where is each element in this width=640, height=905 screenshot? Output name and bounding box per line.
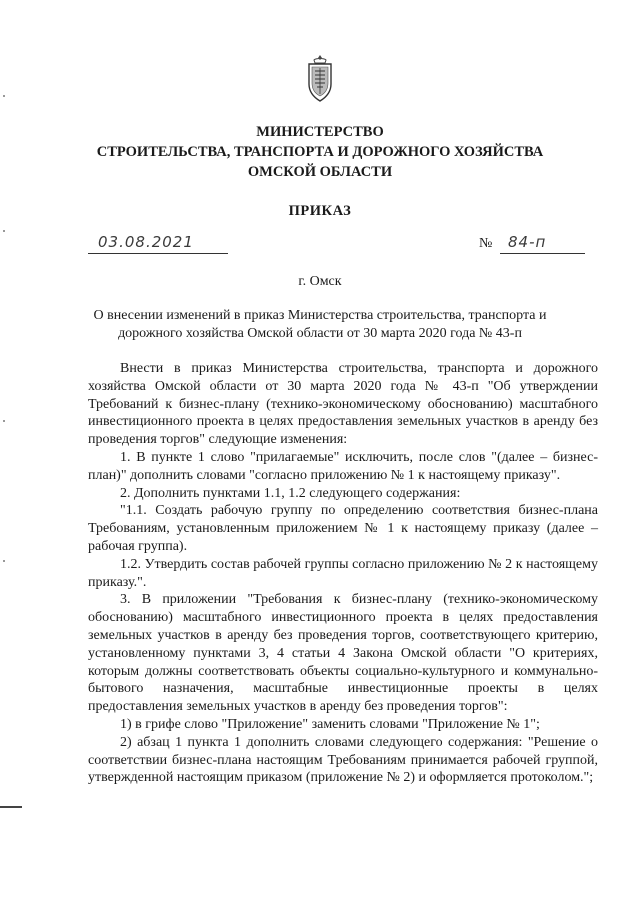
city-line: г. Омск <box>298 274 342 289</box>
body-paragraph: "1.1. Создать рабочую группу по определению соответствия бизнес-плана Требованиям, установленным приложением № 1 к настоящему приказу (далее – рабочая группа). <box>88 503 598 554</box>
document-body <box>88 360 598 787</box>
handwritten-date: 03.08.2021 <box>98 233 194 251</box>
coat-of-arms-emblem <box>305 54 335 102</box>
body-paragraph: 1) в грифе слово "Приложение" заменить словами "Приложение № 1"; <box>120 716 540 732</box>
margin-scan-mark <box>0 806 22 808</box>
body-paragraph: 3. В приложении "Требования к бизнес-плану (технико-экономическому обоснованию) масштабного инвестиционного проекта в целях предоставления земельных участков в аренду без проведения торгов, соответствующего критерию, установленному пунктами 3, 4 статьи 4 Закона Омской области "О критериях, которым должны соответствовать объекты социально-культурного и коммунально-бытового назначения, масштабные инвестиционные проекты в целях предоставления земельных участков в аренду без проведения торгов": <box>88 592 598 715</box>
body-paragraph: 2) абзац 1 пункта 1 дополнить словами следующего содержания: "Решение о соответствии бизнес-плана настоящим Требованиям принимается рабочей группой, утвержденной настоящим приказом (приложение № 2) и оформляется протоколом."; <box>88 734 598 786</box>
document-subject: О внесении изменений в приказ Министерства строительства, транспорта и дорожного хозяйства Омской области от 30 марта 2020 года № 43-п <box>93 308 547 341</box>
date-field <box>88 233 228 254</box>
ministry-name-line-3: ОМСКОЙ ОБЛАСТИ <box>247 164 393 180</box>
ministry-name-line-2: СТРОИТЕЛЬСТВА, ТРАНСПОРТА И ДОРОЖНОГО ХОЗЯЙСТВА <box>96 144 544 160</box>
handwritten-number: 84-п <box>508 233 547 251</box>
body-paragraph: Внести в приказ Министерства строительства, транспорта и дорожного хозяйства Омской области от 30 марта 2020 года № 43-п "Об утверждении Требований к бизнес-плану (технико-экономическому обоснованию) масштабного инвестиционного проекта в целях предоставления земельных участков в аренду без проведения торгов" следующие изменения: <box>88 361 598 448</box>
number-label: № <box>479 236 493 251</box>
body-paragraph: 2. Дополнить пунктами 1.1, 1.2 следующего содержания: <box>120 485 461 501</box>
ministry-name-line-1: МИНИСТЕРСТВО <box>256 124 384 140</box>
body-paragraph: 1.2. Утвердить состав рабочей группы согласно приложению № 2 к настоящему приказу.". <box>88 556 598 590</box>
document-type-title: ПРИКАЗ <box>288 203 352 219</box>
body-paragraph: 1. В пункте 1 слово "прилагаемые" исключить, после слов "(далее – бизнес-план)" дополнить словами "согласно приложению № 1 к настоящему приказу". <box>88 449 598 483</box>
number-field <box>500 233 585 254</box>
